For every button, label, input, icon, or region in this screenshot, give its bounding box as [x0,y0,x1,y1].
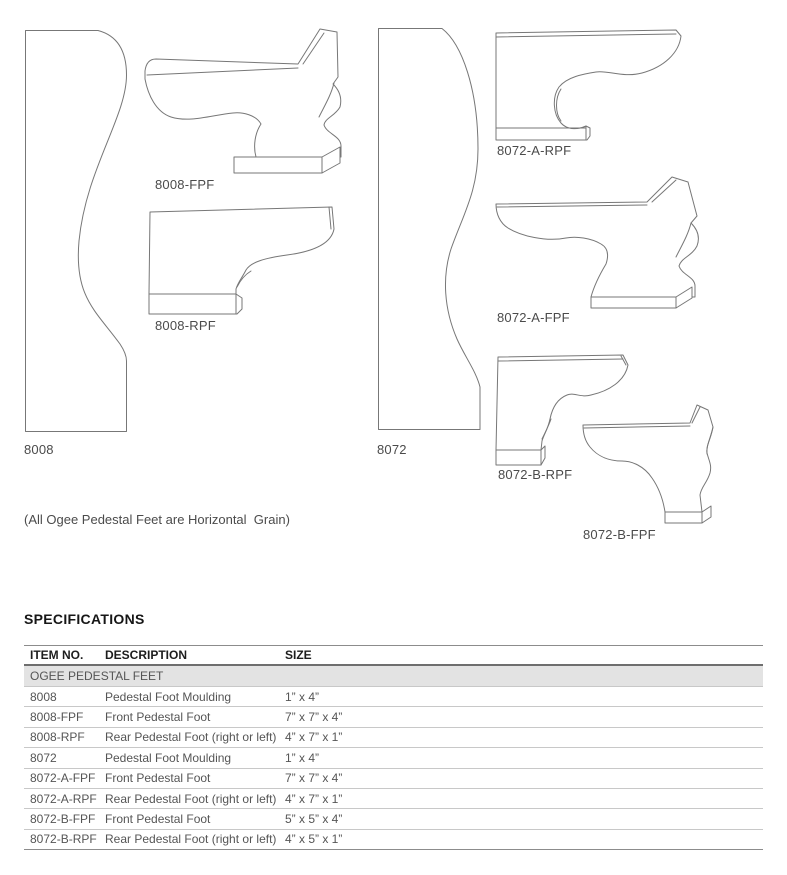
table-row [24,789,763,809]
label-8072-a-fpf: 8072-A-FPF [497,310,570,325]
drawing-8072-a-fpf [495,175,705,309]
table-row [24,707,763,727]
item-size: 4” x 7” x 1” [285,791,343,806]
item-no: 8072-A-RPF [30,791,97,806]
item-description: Front Pedestal Foot [105,771,211,786]
item-no: 8008 [30,689,57,704]
item-description: Rear Pedestal Foot (right or left) [105,791,277,806]
label-8072: 8072 [377,442,407,457]
item-no: 8072-A-FPF [30,771,96,786]
table-row [24,809,763,829]
column-header-item: ITEM NO. [30,648,84,662]
item-size: 4” x 7” x 1” [285,730,343,745]
item-description: Pedestal Foot Moulding [105,689,232,704]
item-no: 8072-B-RPF [30,832,97,847]
item-size: 4” x 5” x 1” [285,832,343,847]
specifications-table [24,645,763,850]
item-size: 1” x 4” [285,689,320,704]
drawing-8008-fpf [144,27,346,175]
drawing-8072-profile [377,27,482,431]
column-header-description: DESCRIPTION [105,648,188,662]
item-description: Rear Pedestal Foot (right or left) [105,730,277,745]
table-row [24,687,763,707]
drawing-8008-profile [24,29,128,433]
section-header-row [24,666,763,687]
table-row [24,728,763,748]
grain-note: (All Ogee Pedestal Feet are Horizontal Grain) [24,512,290,527]
section-header-label: OGEE PEDESTAL FEET [30,669,164,683]
item-size: 7” x 7” x 4” [285,710,343,725]
item-size: 5” x 5” x 4” [285,812,343,827]
item-size: 1” x 4” [285,750,320,765]
label-8008-rpf: 8008-RPF [155,318,216,333]
label-8008-fpf: 8008-FPF [155,177,215,192]
label-8072-a-rpf: 8072-A-RPF [497,143,572,158]
specifications-title: SPECIFICATIONS [24,611,145,627]
table-row [24,830,763,850]
item-no: 8008-RPF [30,730,85,745]
column-header-size: SIZE [285,648,312,662]
drawing-8072-a-rpf [495,26,683,143]
label-8008: 8008 [24,442,54,457]
item-no: 8072 [30,750,57,765]
drawing-8072-b-fpf [580,396,717,524]
label-8072-b-rpf: 8072-B-RPF [498,467,573,482]
label-8072-b-fpf: 8072-B-FPF [583,527,656,542]
item-description: Rear Pedestal Foot (right or left) [105,832,277,847]
item-size: 7” x 7” x 4” [285,771,343,786]
item-description: Front Pedestal Foot [105,710,211,725]
table-header-row [24,646,763,666]
item-no: 8072-B-FPF [30,812,96,827]
drawing-8008-rpf [148,202,336,316]
item-description: Front Pedestal Foot [105,812,211,827]
table-row [24,748,763,768]
item-no: 8008-FPF [30,710,84,725]
table-row [24,769,763,789]
item-description: Pedestal Foot Moulding [105,750,232,765]
